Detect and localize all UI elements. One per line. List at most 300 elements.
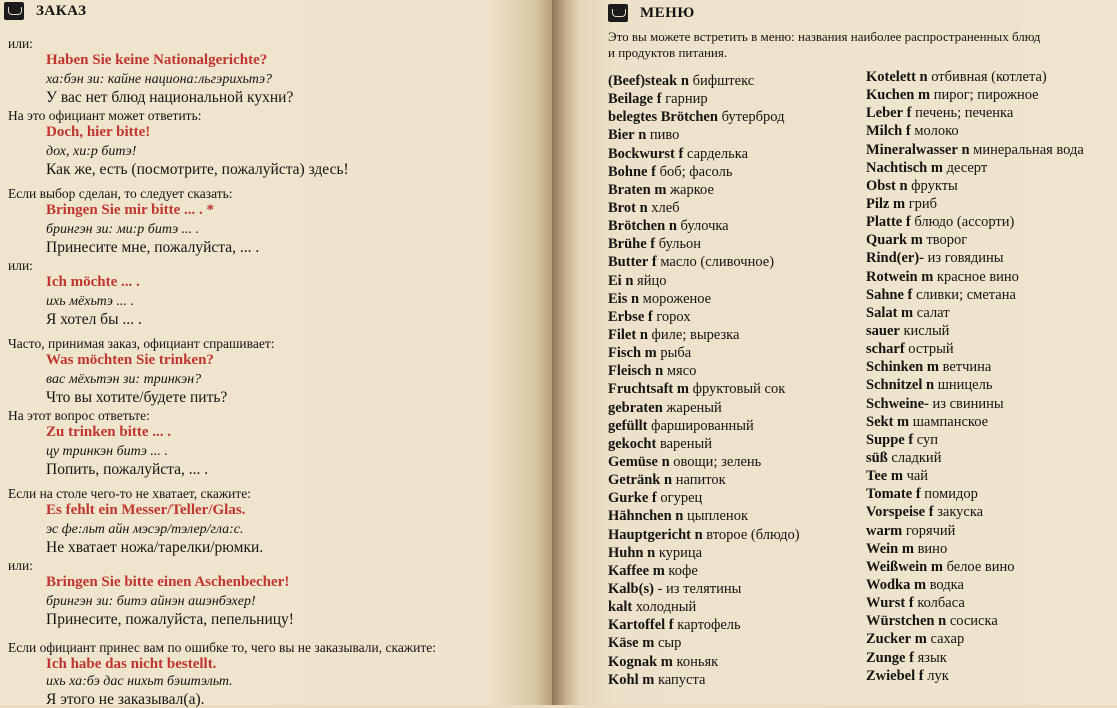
menu-entry xyxy=(608,126,863,144)
menu-entry xyxy=(608,580,863,598)
gender-marker: f xyxy=(906,105,912,122)
russian-meaning: закуска xyxy=(937,504,984,521)
gender-marker: n xyxy=(639,199,648,216)
menu-entry xyxy=(608,181,863,199)
russian-meaning: пиво xyxy=(649,127,680,144)
russian-meaning: кофе xyxy=(668,562,698,579)
menu-entry xyxy=(608,362,863,380)
transcription: ихь мёхьтэ ... . xyxy=(46,294,134,309)
menu-entry xyxy=(866,467,1117,485)
gender-marker: n xyxy=(630,290,640,307)
german-phrase: Haben Sie keine Nationalgerichte? xyxy=(46,52,268,68)
transcription: дох, хи:р битэ! xyxy=(46,144,137,159)
russian-meaning: из свинины xyxy=(932,395,1004,412)
german-word: Wodka xyxy=(866,576,911,593)
gender-marker: f xyxy=(909,649,914,666)
russian-meaning: масло (сливочное) xyxy=(660,254,775,271)
russian-meaning: цыпленок xyxy=(687,508,748,525)
menu-entry xyxy=(866,558,1117,576)
menu-entry xyxy=(866,141,1117,159)
russian-meaning: овощи; зелень xyxy=(673,453,762,470)
russian-translation: Не хватает ножа/тарелки/рюмки. xyxy=(46,539,264,556)
menu-entry xyxy=(608,616,863,634)
russian-meaning: горох xyxy=(656,308,691,325)
german-word: Salat xyxy=(866,304,898,321)
german-word: gefüllt xyxy=(608,417,648,434)
german-word: Suppe xyxy=(866,431,905,448)
russian-meaning: бульон xyxy=(658,236,702,253)
gender-marker: n xyxy=(625,272,634,289)
german-phrase: Doch, hier bitte! xyxy=(46,124,151,140)
russian-translation: Я этого не заказывал(а). xyxy=(46,691,205,708)
russian-meaning: минеральная вода xyxy=(973,141,1084,158)
russian-meaning: горячий xyxy=(905,522,956,539)
german-word: Wurst xyxy=(866,595,906,612)
german-word: Bier xyxy=(608,127,635,144)
german-phrase: Was möchten Sie trinken? xyxy=(46,352,214,368)
menu-intro-line-2: и продуктов питания. xyxy=(608,45,728,60)
menu-entry xyxy=(866,594,1117,612)
menu-entry xyxy=(608,272,863,290)
russian-translation: Что вы хотите/будете пить? xyxy=(46,389,228,406)
russian-meaning: гарнир xyxy=(665,91,708,108)
german-word: belegtes Brötchen xyxy=(608,109,718,126)
russian-meaning: молоко xyxy=(914,123,959,140)
german-word: warm xyxy=(866,522,903,539)
section-icon xyxy=(608,4,628,22)
gender-marker: n xyxy=(694,526,703,543)
german-word: Platte xyxy=(866,214,903,231)
german-word: Gurke xyxy=(608,490,649,507)
instruction-text: На этот вопрос ответьте: xyxy=(8,408,150,423)
german-word: Huhn xyxy=(608,544,644,561)
gender-marker: m xyxy=(642,671,655,688)
russian-meaning: холодный xyxy=(635,599,697,616)
gender-marker: n xyxy=(638,127,647,144)
gender-marker: f xyxy=(907,286,913,303)
russian-meaning: - из телятины xyxy=(657,580,742,597)
gender-marker: n xyxy=(919,69,928,85)
menu-entry xyxy=(608,163,863,181)
russian-meaning: салат xyxy=(916,304,950,321)
russian-meaning: красное вино xyxy=(936,268,1019,285)
gender-marker: f xyxy=(908,595,914,612)
german-word: Leber xyxy=(866,105,904,122)
german-word: Beilage xyxy=(608,91,654,108)
gender-marker: f xyxy=(905,214,911,231)
russian-meaning: яйцо xyxy=(637,272,667,289)
russian-meaning: чай xyxy=(906,468,929,485)
german-word: Kohl xyxy=(608,671,639,688)
gender-marker: m xyxy=(914,631,927,648)
gender-marker: n xyxy=(899,177,908,194)
russian-meaning: шампанское xyxy=(912,413,989,430)
menu-section-header xyxy=(608,4,695,22)
german-word: Fleisch xyxy=(608,363,652,380)
german-word: Brötchen xyxy=(608,218,666,235)
german-word: Rotwein xyxy=(866,268,918,285)
russian-meaning: фаршированный xyxy=(651,417,754,434)
transcription: эс фе:льт айн мэсэр/тэлер/гла:с. xyxy=(46,522,244,537)
russian-meaning: шницель xyxy=(937,377,993,394)
gender-marker: n xyxy=(675,508,684,525)
menu-entry xyxy=(866,195,1117,213)
section-icon xyxy=(4,2,24,20)
gender-marker: f xyxy=(647,308,653,325)
menu-entry xyxy=(866,322,1117,340)
transcription: цу тринкэн битэ ... . xyxy=(46,444,168,459)
gender-marker: m xyxy=(917,87,931,104)
gender-marker: f xyxy=(905,123,911,140)
russian-meaning: десерт xyxy=(946,159,988,176)
russian-meaning: фрукты xyxy=(911,177,958,194)
menu-entry xyxy=(608,399,863,417)
german-word: Braten xyxy=(608,181,651,198)
menu-entry xyxy=(608,145,863,163)
german-word: sauer xyxy=(866,322,900,339)
german-word: Obst xyxy=(866,177,896,194)
german-word: (Beef)steak xyxy=(608,73,678,89)
menu-entry xyxy=(608,217,863,235)
russian-meaning: хлеб xyxy=(651,199,680,216)
menu-entry xyxy=(608,326,863,344)
russian-meaning: рыба xyxy=(660,345,692,362)
german-word: Bockwurst xyxy=(608,145,675,162)
menu-entry xyxy=(866,286,1117,304)
russian-meaning: жаркое xyxy=(670,181,714,198)
transcription: брингэн зи: ми:р битэ ... . xyxy=(46,222,200,237)
menu-entry xyxy=(866,395,1117,413)
german-phrase: Bringen Sie mir bitte ... . * xyxy=(46,202,215,218)
russian-translation: Принесите мне, пожалуйста, ... . xyxy=(46,239,260,256)
russian-meaning: острый xyxy=(908,341,954,358)
gender-marker: f xyxy=(668,617,674,634)
german-word: Kalb(s) xyxy=(608,580,654,597)
gender-marker: m xyxy=(660,653,673,670)
menu-entry xyxy=(866,213,1117,231)
gender-marker: f xyxy=(915,486,921,503)
german-word: Wein xyxy=(866,540,899,557)
menu-entry xyxy=(866,540,1117,558)
gender-marker: n xyxy=(663,472,673,489)
menu-entry xyxy=(608,290,863,308)
russian-meaning: бифштекс xyxy=(692,73,755,89)
gender-marker: n xyxy=(661,453,670,470)
gender-marker: f xyxy=(656,91,662,108)
russian-meaning: сыр xyxy=(657,635,682,652)
menu-entry xyxy=(866,68,1117,86)
menu-entry xyxy=(866,249,1117,267)
gender-marker: n xyxy=(938,613,947,630)
german-phrase: Ich habe das nicht bestellt. xyxy=(46,656,217,672)
russian-meaning: белое вино xyxy=(946,558,1015,575)
menu-entry xyxy=(866,177,1117,195)
menu-entry xyxy=(866,159,1117,177)
menu-entry xyxy=(608,598,863,616)
russian-meaning: сладкий xyxy=(891,449,942,466)
german-word: Zwiebel xyxy=(866,667,916,684)
russian-meaning: из говядины xyxy=(927,250,1004,267)
german-word: Schnitzel xyxy=(866,377,923,394)
menu-entry xyxy=(866,358,1117,376)
russian-meaning: пирог; пирожное xyxy=(933,87,1039,104)
gender-marker: n xyxy=(926,377,935,394)
russian-meaning: фруктовый сок xyxy=(692,381,786,398)
german-word: gekocht xyxy=(608,435,657,452)
german-word: Zucker xyxy=(866,631,912,648)
russian-meaning: сосиска xyxy=(949,613,998,630)
gender-marker: m xyxy=(913,576,927,593)
menu-entry xyxy=(608,72,863,90)
order-section-header xyxy=(0,2,87,20)
left-page xyxy=(0,0,552,708)
german-word: Fisch xyxy=(608,345,642,362)
german-phrase: Zu trinken bitte ... . xyxy=(46,424,172,440)
menu-entry xyxy=(866,231,1117,249)
menu-entry xyxy=(608,471,863,489)
gender-marker: m xyxy=(654,181,667,198)
menu-entry xyxy=(866,667,1117,685)
menu-entry xyxy=(866,522,1117,540)
gender-marker: m xyxy=(652,562,665,579)
russian-meaning: булочка xyxy=(680,218,729,235)
russian-meaning: мороженое xyxy=(642,290,712,307)
gender-marker: m xyxy=(892,195,906,212)
menu-entry xyxy=(608,453,863,471)
german-word: gebraten xyxy=(608,399,663,416)
menu-entry xyxy=(866,649,1117,667)
gender-marker: f xyxy=(678,145,684,162)
gender-marker: m xyxy=(901,540,914,557)
russian-meaning: отбивная (котлета) xyxy=(931,69,1047,85)
russian-meaning: ветчина xyxy=(942,359,992,376)
instruction-text: или: xyxy=(8,36,33,51)
menu-entry xyxy=(608,199,863,217)
gender-marker: m xyxy=(926,359,939,376)
menu-column-2 xyxy=(866,68,1117,685)
instruction-text: или: xyxy=(8,558,33,573)
gender-marker: f xyxy=(650,236,656,253)
menu-entry xyxy=(608,344,863,362)
russian-meaning: сливки; сметана xyxy=(915,286,1016,303)
russian-meaning: бутерброд xyxy=(721,109,785,126)
german-word: Kaffee xyxy=(608,562,650,579)
russian-meaning: филе; вырезка xyxy=(651,326,740,343)
russian-meaning: боб; фасоль xyxy=(659,163,733,180)
menu-entry xyxy=(866,576,1117,594)
german-word: Tee xyxy=(866,468,888,485)
german-word: Käse xyxy=(608,635,639,652)
german-word: Getränk xyxy=(608,472,661,489)
menu-entry xyxy=(866,86,1117,104)
instruction-text: Если официант принес вам по ошибке то, чего вы не заказывали, скажите: xyxy=(8,640,437,655)
menu-title: МЕНЮ xyxy=(640,4,695,21)
menu-entry xyxy=(608,417,863,435)
german-word: Sekt xyxy=(866,413,894,430)
russian-meaning: второе (блюдо) xyxy=(706,526,800,543)
menu-entry xyxy=(608,308,863,326)
menu-entry xyxy=(866,268,1117,286)
gender-marker: m xyxy=(676,381,689,398)
gender-marker: m xyxy=(910,232,923,249)
menu-column-1 xyxy=(608,72,863,689)
russian-meaning: суп xyxy=(916,431,939,448)
german-word: Bohne xyxy=(608,163,648,180)
gender-marker: m xyxy=(890,468,903,485)
gender-marker: m xyxy=(642,635,655,652)
german-word: Zunge xyxy=(866,649,906,666)
menu-entry xyxy=(608,108,863,126)
menu-entry xyxy=(608,562,863,580)
menu-entry xyxy=(866,340,1117,358)
german-word: Sahne xyxy=(866,286,904,303)
russian-meaning: творог xyxy=(926,232,968,249)
gender-marker: m xyxy=(930,159,943,176)
german-word: Schinken xyxy=(866,359,924,376)
german-word: Butter xyxy=(608,254,649,271)
german-word: Erbse xyxy=(608,308,645,325)
german-phrase: Bringen Sie bitte einen Aschenbecher! xyxy=(46,574,290,590)
gender-marker: f xyxy=(651,490,657,507)
german-word: Würstchen xyxy=(866,613,935,630)
menu-entry xyxy=(866,104,1117,122)
german-word: Fruchtsaft xyxy=(608,381,674,398)
russian-meaning: огурец xyxy=(660,490,703,507)
gender-marker: m xyxy=(897,413,910,430)
german-word: Ei xyxy=(608,272,622,289)
gender-marker: n xyxy=(639,326,648,343)
russian-meaning: коньяк xyxy=(676,653,719,670)
gender-marker: f xyxy=(928,504,934,521)
instruction-text: Часто, принимая заказ, официант спрашивает: xyxy=(8,336,275,351)
menu-entry xyxy=(608,507,863,525)
gender-marker: n xyxy=(668,218,677,235)
russian-meaning: сарделька xyxy=(686,145,748,162)
transcription: вас мёхьтэн зи: тринкэн? xyxy=(46,372,202,387)
german-word: Tomate xyxy=(866,486,913,503)
russian-meaning: лук xyxy=(927,667,949,684)
russian-meaning: печень; печенка xyxy=(915,105,1014,122)
german-phrase: Ich möchte ... . xyxy=(46,274,140,290)
german-word: Rind(er)- xyxy=(866,250,924,267)
russian-translation: Попить, пожалуйста, ... . xyxy=(46,461,209,478)
gender-marker: m xyxy=(644,345,657,362)
russian-meaning: гриб xyxy=(908,195,938,212)
menu-entry xyxy=(866,485,1117,503)
menu-entry xyxy=(866,449,1117,467)
german-word: Kognak xyxy=(608,653,658,670)
transcription: ихь ха:бэ дас нихьт бэштэльт. xyxy=(46,674,233,689)
german-word: Nachtisch xyxy=(866,159,928,176)
russian-meaning: мясо xyxy=(666,363,697,380)
gender-marker: f xyxy=(918,667,924,684)
menu-entry xyxy=(866,376,1117,394)
gender-marker: n xyxy=(680,73,689,89)
russian-translation: Я хотел бы ... . xyxy=(46,311,142,328)
menu-entry xyxy=(608,380,863,398)
gender-marker: n xyxy=(655,363,664,380)
gender-marker: m xyxy=(901,304,914,321)
german-phrase: Es fehlt ein Messer/Teller/Glas. xyxy=(46,502,246,518)
german-word: Hähnchen xyxy=(608,508,672,525)
german-word: Kuchen xyxy=(866,87,915,104)
transcription: брингэн зи: битэ айнэн ашэнбэхер! xyxy=(46,594,256,609)
menu-entry xyxy=(866,122,1117,140)
menu-entry xyxy=(866,612,1117,630)
menu-entry xyxy=(866,413,1117,431)
german-word: Kotelett xyxy=(866,69,916,85)
german-word: Quark xyxy=(866,232,908,249)
russian-translation: Принесите, пожалуйста, пепельницу! xyxy=(46,611,294,628)
russian-meaning: сахар xyxy=(930,631,965,648)
menu-entry xyxy=(608,634,863,652)
german-word: Brühe xyxy=(608,236,647,253)
russian-meaning: капуста xyxy=(657,671,706,688)
menu-entry xyxy=(608,90,863,108)
russian-meaning: жареный xyxy=(666,399,722,416)
russian-meaning: вареный xyxy=(659,435,713,452)
menu-entry xyxy=(866,503,1117,521)
german-word: Weißwein xyxy=(866,558,928,575)
russian-meaning: курица xyxy=(658,544,703,561)
gender-marker: m xyxy=(930,558,943,575)
gender-marker: n xyxy=(961,141,970,158)
menu-entry xyxy=(608,489,863,507)
russian-meaning: блюдо (ассорти) xyxy=(914,214,1015,231)
german-word: Kartoffel xyxy=(608,617,666,634)
russian-meaning: напиток xyxy=(675,472,726,489)
german-word: Gemüse xyxy=(608,453,658,470)
gender-marker: m xyxy=(921,268,934,285)
russian-meaning: водка xyxy=(929,576,964,593)
menu-entry xyxy=(608,526,863,544)
instruction-text: или: xyxy=(8,258,33,273)
menu-entry xyxy=(608,253,863,271)
russian-meaning: вино xyxy=(917,540,948,557)
menu-entry xyxy=(608,435,863,453)
menu-entry xyxy=(608,653,863,671)
german-word: Eis xyxy=(608,290,628,307)
german-word: Schweine- xyxy=(866,395,929,412)
russian-meaning: картофель xyxy=(677,617,741,634)
menu-entry xyxy=(608,544,863,562)
menu-intro-line-1: Это вы можете встретить в меню: названия наиболее распространенных блюд xyxy=(608,29,1041,44)
german-word: Mineralwasser xyxy=(866,141,958,158)
gender-marker: n xyxy=(647,544,656,561)
german-word: kalt xyxy=(608,599,633,616)
russian-meaning: язык xyxy=(917,649,947,666)
order-title: ЗАКАЗ xyxy=(36,2,87,19)
german-word: scharf xyxy=(866,341,905,358)
menu-entry xyxy=(866,431,1117,449)
german-word: Milch xyxy=(866,123,903,140)
instruction-text: Если на столе чего-то не хватает, скажите: xyxy=(8,486,252,501)
instruction-text: На это официант может ответить: xyxy=(8,108,202,123)
german-word: Vorspeise xyxy=(866,504,926,521)
gender-marker: f xyxy=(651,254,657,271)
menu-entry xyxy=(866,304,1117,322)
menu-entry xyxy=(866,630,1117,648)
german-word: Filet xyxy=(608,326,637,343)
instruction-text: Если выбор сделан, то следует сказать: xyxy=(8,186,233,201)
menu-entry xyxy=(608,235,863,253)
russian-meaning: кислый xyxy=(903,322,950,339)
gender-marker: f xyxy=(651,163,656,180)
russian-translation: У вас нет блюд национальной кухни? xyxy=(46,89,294,106)
russian-meaning: помидор xyxy=(924,486,978,503)
russian-meaning: колбаса xyxy=(917,595,965,612)
gender-marker: f xyxy=(908,431,914,448)
